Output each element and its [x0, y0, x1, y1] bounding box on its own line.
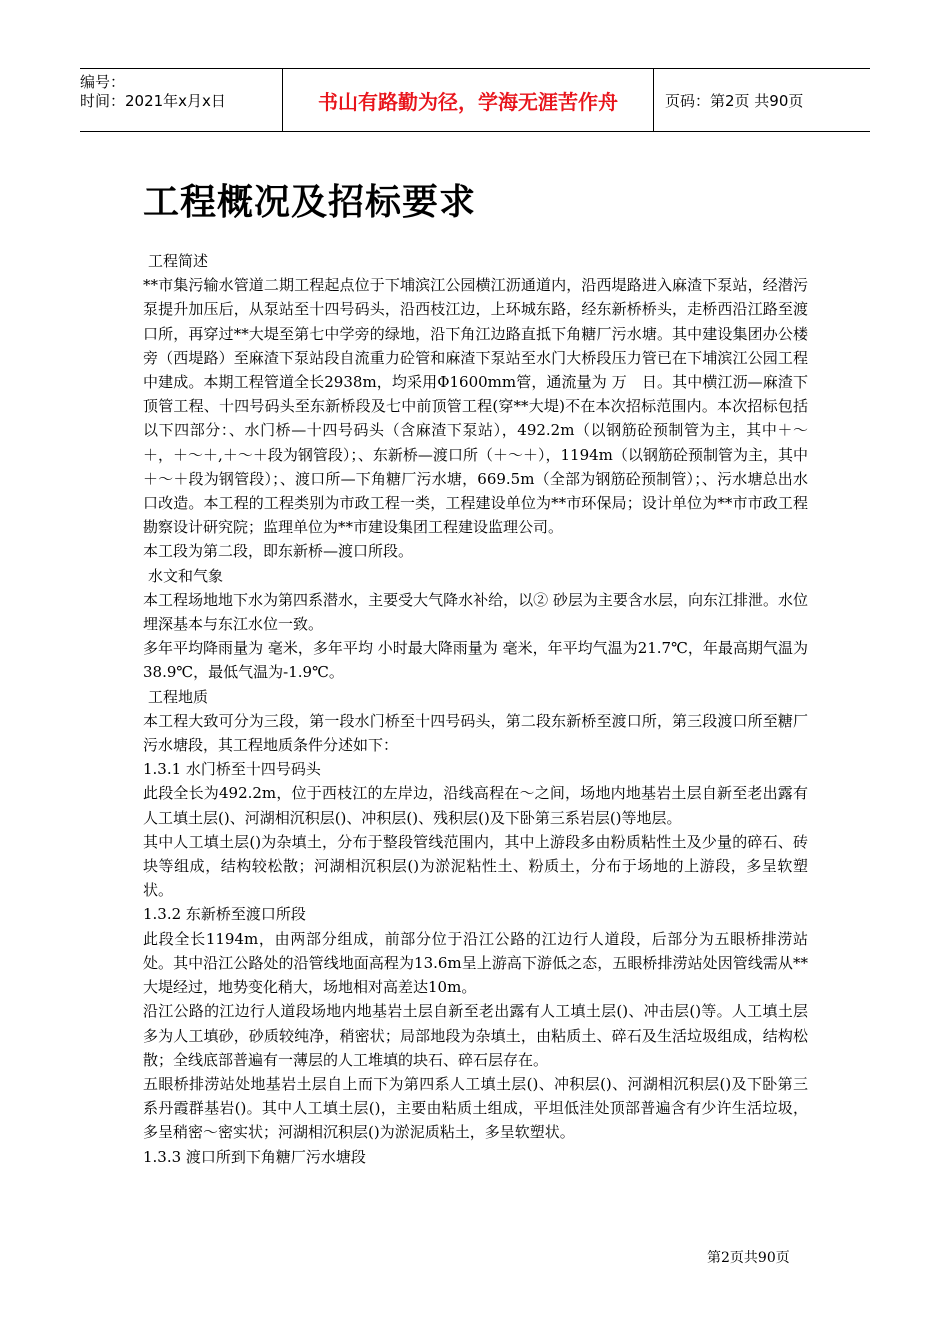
- section-heading: 水文和气象: [148, 566, 224, 585]
- body-paragraph: 多年平均降雨量为 毫米，多年平均 小时最大降雨量为 毫米，年平均气温为21.7℃，年最高期气温为38.9℃，最低气温为-1.9℃。: [143, 639, 808, 682]
- section-heading: 工程地质: [148, 687, 209, 706]
- subsection-heading: 1.3.1 水门桥至十四号码头: [143, 760, 321, 779]
- section-heading: 工程简述: [148, 252, 209, 270]
- header-time-label: 时间：2021年x月x日: [80, 92, 226, 110]
- document-title: 工程概况及招标要求: [143, 182, 477, 223]
- header-number-label: 编号：: [80, 73, 126, 91]
- body-paragraph: 本工段为第二段，即东新桥—渡口所段。: [143, 542, 414, 561]
- subsection-heading: 1.3.3 渡口所到下角糖厂污水塘段: [143, 1147, 366, 1166]
- body-paragraph: **市集污输水管道二期工程起点位于下埔滨江公园横江沥通道内，沿西堤路进入麻渣下泵站，经潜污泵提升加压后，从泵站至十四号码头，沿西枝江边，上环城东路，经东新桥桥头，走桥西沿江路至渡口所，再穿过**大堤至第七中学旁的绿地，沿下角江边路直抵下角糖厂污水塘。其中建设集团办公楼旁（西堤路）至麻渣下泵站段自流重力砼管和麻渣下泵站至水门大桥段压力管已在下埔滨江公园工程中建成。本期工程管道全长2938m，均采用Φ1600mm管，通流量为 万 日。其中横江沥—麻渣下顶管工程、十四号码头至东新桥段及七中前顶管工程(穿**大堤)不在本次招标范围内。本次招标包括以下四部分：、水门桥—十四号码头（含麻渣下泵站），492.2m（以钢筋砼预制管为主，其中＋～＋，＋～＋,＋～＋段为钢管段）；、东新桥—渡口所（＋～＋），1194m（以钢筋砼预制管为主，其中＋～＋段为钢管段）；、渡口所—下角糖厂污水塘，669.5m（全部为钢筋砼预制管）；、污水塘总出水口改造。本工程的工程类别为市政工程一类，工程建设单位为**市环保局；设计单位为**市市政工程勘察设计研究院；监理单位为**市建设集团工程建设监理公司。: [143, 276, 808, 537]
- body-paragraph: 其中人工填土层()为杂填土，分布于整段管线范围内，其中上游段多由粉质粘性土及少量的碎石、砖块等组成，结构较松散；河湖相沉积层()为淤泥粘性土、粉质土，分布于场地的上游段，多呈软塑状。: [143, 832, 808, 900]
- page-header: [80, 68, 870, 132]
- body-paragraph: 本工程场地地下水为第四系潜水，主要受大气降水补给，以② 砂层为主要含水层，向东江排泄。水位埋深基本与东江水位一致。: [143, 590, 808, 634]
- body-paragraph: 五眼桥排涝站处地基岩土层自上而下为第四系人工填土层()、冲积层()、河湖相沉积层()及下卧第三系丹霞群基岩()。其中人工填土层()，主要由粘质土组成，平坦低洼处顶部普遍含有少许生活垃圾，多呈稍密～密实状；河湖相沉积层()为淤泥质粘土，多呈软塑状。: [143, 1074, 808, 1142]
- body-paragraph: 沿江公路的江边行人道段场地内地基岩土层自新至老出露有人工填土层()、冲击层()等。人工填土层多为人工填砂，砂质较纯净，稍密状；局部地段为杂填土，由粘质土、碎石及生活垃圾组成，结构松散；全线底部普遍有一薄层的人工堆填的块石、碎石层存在。: [143, 1002, 808, 1069]
- subsection-heading: 1.3.2 东新桥至渡口所段: [143, 905, 306, 924]
- body-paragraph: 本工程大致可分为三段，第一段水门桥至十四号码头，第二段东新桥至渡口所，第三段渡口所至糖厂污水塘段，其工程地质条件分述如下：: [143, 711, 808, 755]
- header-meta: [80, 69, 280, 135]
- header-motto: 书山有路勤为径，学海无涯苦作舟: [282, 69, 654, 131]
- body-paragraph: 此段全长1194m，由两部分组成，前部分位于沿江公路的江边行人道段，后部分为五眼桥排涝站处。其中沿江公路处的沿管线地面高程为13.6m呈上游高下游低之态，五眼桥排涝站处因管线需从**大堤经过，地势变化稍大，场地相对高差达10m。: [143, 929, 808, 997]
- header-page-info: 页码：第2页 共90页: [665, 91, 804, 110]
- document-body: [143, 249, 808, 1169]
- page-footer: 第2页共90页: [707, 1250, 790, 1266]
- body-paragraph: 此段全长为492.2m，位于西枝江的左岸边，沿线高程在～之间，场地内地基岩土层自新至老出露有人工填土层()、河湖相沉积层()、冲积层()、残积层()及下卧第三系岩层()等地层。: [143, 784, 808, 827]
